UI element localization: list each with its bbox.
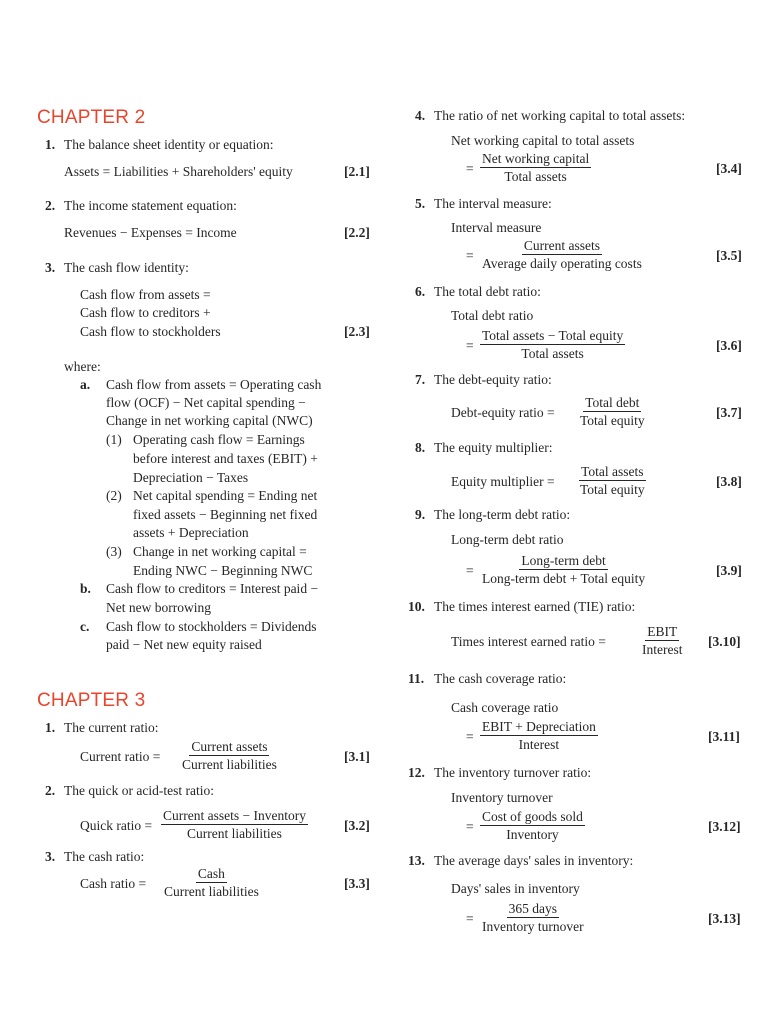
item-number: 6. (415, 284, 426, 299)
equation-number: [3.7] (716, 405, 742, 420)
sub-sub-item-label: (1) (106, 432, 122, 447)
fraction-numerator: Total debt (585, 395, 640, 410)
sub-sub-item-label: (2) (106, 488, 122, 503)
sub-item-line: Cash flow from assets = Operating cash (106, 377, 322, 392)
fraction-numerator: Current assets (191, 739, 268, 754)
equation-number: [2.2] (344, 225, 370, 240)
fraction-numerator: EBIT + Depreciation (482, 719, 596, 734)
item-title: The balance sheet identity or equation: (64, 137, 274, 152)
fraction-numerator: Long-term debt (521, 553, 606, 568)
formula-line: Long-term debt ratio (451, 532, 564, 547)
item-number: 5. (415, 196, 426, 211)
formula: Revenues − Expenses = Income (64, 225, 237, 240)
fraction (480, 719, 598, 752)
equals-sign: = (466, 911, 474, 926)
fraction-numerator: Total assets (581, 464, 644, 479)
formula-line: Interval measure (451, 220, 542, 235)
fraction-numerator: Cash (197, 866, 225, 881)
item-title: The debt-equity ratio: (434, 372, 552, 387)
fraction-denominator: Long-term debt + Total equity (482, 571, 646, 586)
fraction (162, 866, 261, 899)
item-number: 8. (415, 440, 426, 455)
item-title: The cash flow identity: (64, 260, 189, 275)
item-title: The quick or acid-test ratio: (64, 783, 214, 798)
sub-item-label: c. (80, 619, 90, 634)
item-number: 3. (45, 260, 56, 275)
formula-line: Days' sales in inventory (451, 881, 580, 896)
equals-sign: = (466, 161, 474, 176)
fraction-numerator: Net working capital (482, 151, 590, 166)
sub-item-line: Change in net working capital (NWC) (106, 413, 313, 428)
item-title: The total debt ratio: (434, 284, 541, 299)
fraction (480, 809, 585, 842)
fraction (640, 624, 684, 657)
sub-item-line: flow (OCF) − Net capital spending − (106, 395, 306, 410)
item-title: The times interest earned (TIE) ratio: (434, 599, 636, 614)
equals-sign: = (466, 819, 474, 834)
item-title: The cash ratio: (64, 849, 145, 864)
fraction-denominator: Current liabilities (182, 757, 277, 772)
item-number: 2. (45, 783, 56, 798)
equation-number: [3.6] (716, 338, 742, 353)
equation-number: [3.13] (708, 911, 741, 926)
fraction-denominator: Total assets (521, 346, 584, 361)
formula-line: Inventory turnover (451, 790, 553, 805)
sub-item-line: Cash flow to stockholders = Dividends (106, 619, 317, 634)
sub-sub-item-line: Ending NWC − Beginning NWC (133, 563, 313, 578)
fraction-denominator: Inventory turnover (482, 919, 584, 934)
chapter-3-heading: CHAPTER 3 (37, 690, 146, 711)
fraction (480, 901, 586, 934)
formula-line: Total debt ratio (451, 308, 534, 323)
equals-sign: = (466, 338, 474, 353)
equation-number: [3.4] (716, 161, 742, 176)
equals-sign: = (466, 563, 474, 578)
formula-lhs: Cash ratio = (80, 876, 147, 891)
item-title: The average days' sales in inventory: (434, 853, 634, 868)
item-title: The income statement equation: (64, 198, 237, 213)
fraction-numerator: Current assets (523, 238, 600, 253)
sub-sub-item-line: before interest and taxes (EBIT) + (133, 451, 318, 466)
fraction (480, 328, 625, 361)
fraction-numerator: Total assets − Total equity (482, 328, 624, 343)
item-number: 9. (415, 507, 426, 522)
item-number: 1. (45, 137, 56, 152)
equals-sign: = (466, 729, 474, 744)
formula: Assets = Liabilities + Shareholders' equity (64, 164, 293, 179)
equals-sign: = (466, 248, 474, 263)
fraction-numerator: EBIT (647, 624, 678, 639)
equation-number: [3.9] (716, 563, 742, 578)
formula-lhs: Equity multiplier = (451, 474, 555, 489)
equation-number: [2.1] (344, 164, 370, 179)
item-number: 7. (415, 372, 426, 387)
item-title: The equity multiplier: (434, 440, 553, 455)
item-title: The long-term debt ratio: (434, 507, 571, 522)
item-title: The ratio of net working capital to total assets: (434, 108, 686, 123)
fraction-denominator: Total equity (580, 413, 645, 428)
item-number: 2. (45, 198, 56, 213)
fraction (578, 464, 647, 497)
item-number: 3. (45, 849, 56, 864)
sub-sub-item-label: (3) (106, 544, 122, 559)
fraction-denominator: Current liabilities (187, 826, 282, 841)
sub-sub-item-line: Change in net working capital = (133, 544, 307, 559)
item-number: 10. (408, 599, 425, 614)
formula-line: Cash flow to stockholders (80, 324, 221, 339)
formula-lhs: Debt-equity ratio = (451, 405, 555, 420)
fraction-numerator: Cost of goods sold (482, 809, 583, 824)
fraction-denominator: Inventory (506, 827, 559, 842)
sub-sub-item-line: Depreciation − Taxes (133, 470, 249, 485)
fraction (480, 151, 591, 184)
item-number: 11. (408, 671, 425, 686)
formula-lhs: Times interest earned ratio = (451, 634, 606, 649)
sub-item-line: paid − Net new equity raised (106, 637, 262, 652)
fraction-numerator: 365 days (508, 901, 557, 916)
fraction (161, 808, 308, 841)
formula-lhs: Current ratio = (80, 749, 161, 764)
equation-number: [3.8] (716, 474, 742, 489)
item-number: 12. (408, 765, 425, 780)
equation-number: [3.10] (708, 634, 741, 649)
item-title: The current ratio: (64, 720, 159, 735)
fraction-denominator: Average daily operating costs (482, 256, 642, 271)
fraction-numerator: Current assets − Inventory (163, 808, 306, 823)
sub-sub-item-line: fixed assets − Beginning net fixed (133, 507, 318, 522)
fraction (180, 739, 279, 772)
fraction-denominator: Total assets (504, 169, 567, 184)
formula-lhs: Quick ratio = (80, 818, 153, 833)
fraction-denominator: Interest (518, 737, 560, 752)
sub-item-label: a. (80, 377, 91, 392)
fraction-denominator: Interest (642, 642, 683, 657)
sub-item-label: b. (80, 581, 91, 596)
fraction (578, 395, 647, 428)
item-number: 1. (45, 720, 56, 735)
sub-item-line: Net new borrowing (106, 600, 211, 615)
formula-line: Cash flow to creditors + (80, 305, 211, 320)
sub-item-line: Cash flow to creditors = Interest paid − (106, 581, 319, 596)
item-number: 13. (408, 853, 425, 868)
equation-number: [2.3] (344, 324, 370, 339)
equation-number: [3.3] (344, 876, 370, 891)
fraction-denominator: Current liabilities (164, 884, 259, 899)
sub-sub-item-line: Operating cash flow = Earnings (133, 432, 305, 447)
formula-line: Net working capital to total assets (451, 133, 635, 148)
item-number: 4. (415, 108, 426, 123)
formula-line: Cash coverage ratio (451, 700, 559, 715)
fraction (480, 553, 647, 586)
equation-number: [3.1] (344, 749, 370, 764)
equation-number: [3.5] (716, 248, 742, 263)
fraction (480, 238, 644, 271)
sub-sub-item-line: assets + Depreciation (133, 525, 249, 540)
fraction-denominator: Total equity (580, 482, 645, 497)
formula-line: Cash flow from assets = (80, 287, 211, 302)
equation-number: [3.2] (344, 818, 370, 833)
where-label: where: (64, 359, 101, 374)
item-title: The inventory turnover ratio: (434, 765, 592, 780)
item-title: The interval measure: (434, 196, 552, 211)
chapter-2-heading: CHAPTER 2 (37, 107, 146, 128)
item-title: The cash coverage ratio: (434, 671, 567, 686)
equation-number: [3.12] (708, 819, 741, 834)
sub-sub-item-line: Net capital spending = Ending net (133, 488, 318, 503)
equation-number: [3.11] (708, 729, 740, 744)
